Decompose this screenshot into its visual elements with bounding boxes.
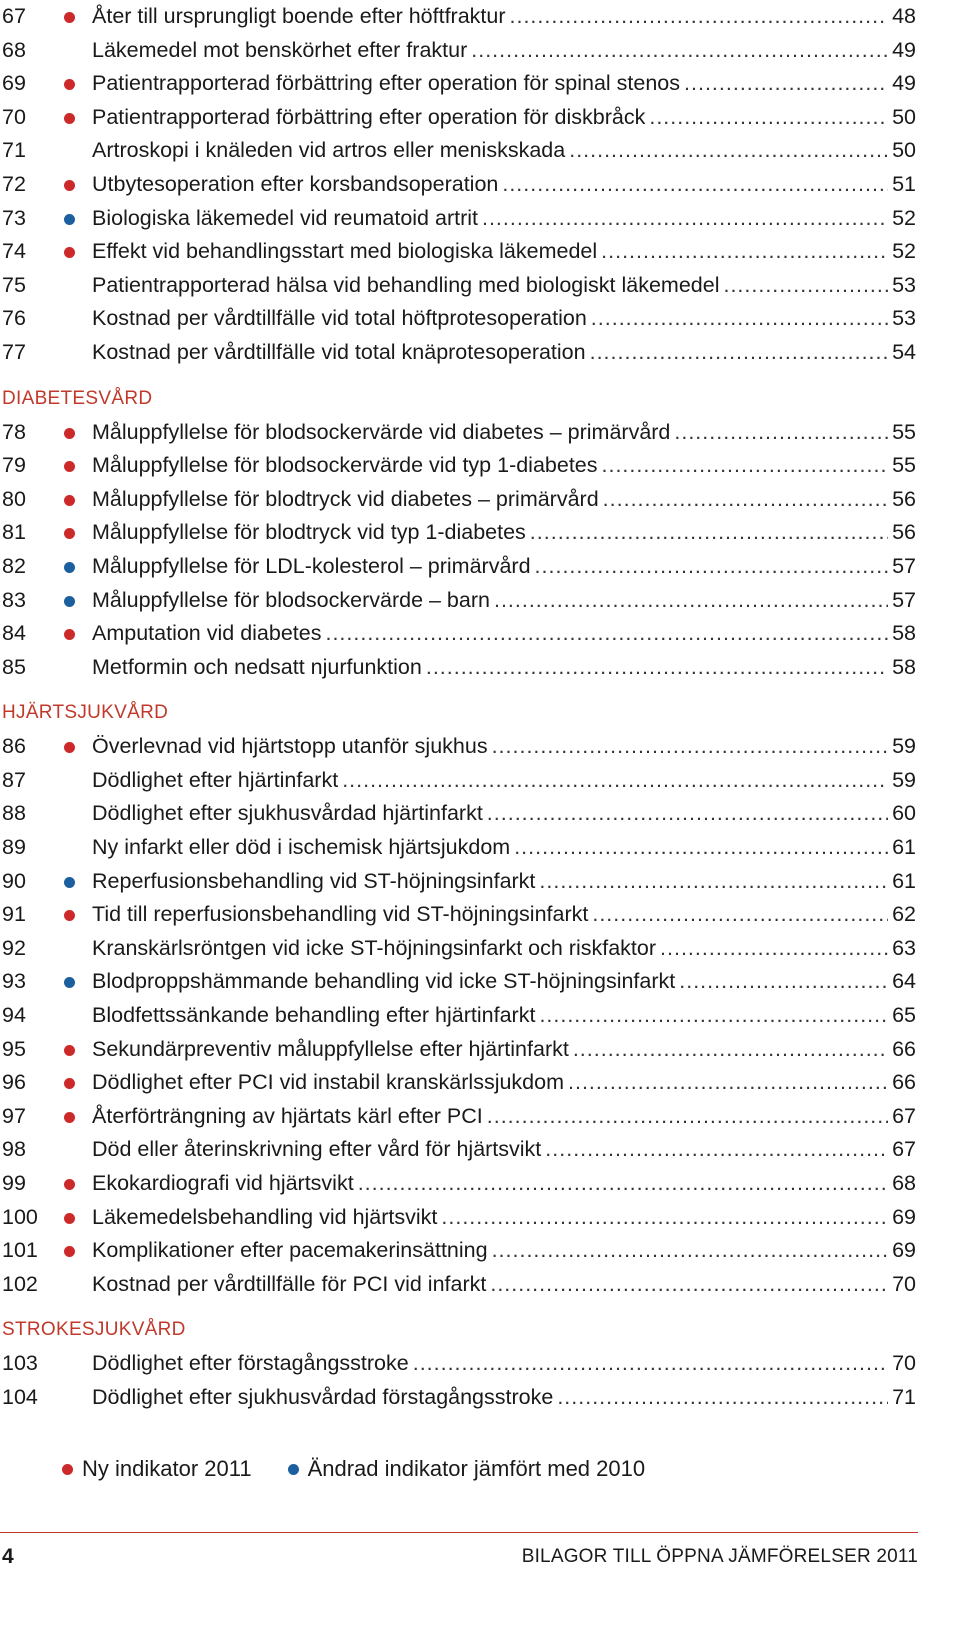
- page-ref: 61: [892, 868, 916, 893]
- entry-line: [92, 831, 916, 865]
- new-indicator-dot-icon: [64, 742, 75, 753]
- page-ref: 48: [892, 4, 916, 28]
- indicator-number: 97: [2, 1103, 26, 1128]
- dot-leader: [573, 1033, 888, 1067]
- dot-leader: [502, 168, 888, 202]
- dot-leader: [545, 1133, 888, 1167]
- toc-entry[interactable]: [0, 831, 918, 865]
- changed-indicator-dot-icon: [64, 214, 75, 225]
- dot-leader: [660, 932, 888, 966]
- entry-title: Utbytesoperation efter korsbandsoperation: [92, 171, 499, 196]
- dot-leader: [490, 1268, 888, 1302]
- dot-leader: [535, 550, 889, 584]
- toc-entry[interactable]: [0, 269, 918, 303]
- entry-title: Läkemedel mot benskörhet efter fraktur: [92, 37, 468, 62]
- indicator-number: 102: [2, 1271, 38, 1296]
- entry-title: Sekundärpreventiv måluppfyllelse efter hjärtinfarkt: [92, 1036, 569, 1061]
- red-dot-icon: [62, 1464, 73, 1475]
- entry-title: Dödlighet efter sjukhusvårdad förstagångsstroke: [92, 1384, 554, 1409]
- toc-entry[interactable]: [0, 1268, 918, 1302]
- entry-title: Artroskopi i knäleden vid artros eller meniskskada: [92, 138, 566, 163]
- toc-entry[interactable]: [0, 235, 918, 269]
- page-ref: 50: [892, 138, 916, 163]
- entry-line: [92, 1133, 916, 1167]
- dot-leader: [494, 584, 888, 618]
- toc-entry[interactable]: [0, 416, 918, 450]
- dot-leader: [482, 202, 888, 236]
- page-ref: 56: [892, 520, 916, 545]
- dot-leader: [487, 1100, 888, 1134]
- indicator-number: 91: [2, 902, 26, 927]
- entry-line: [92, 1167, 916, 1201]
- toc-entry[interactable]: [0, 67, 918, 101]
- entry-line: [92, 1066, 916, 1100]
- entry-line: [92, 516, 916, 550]
- new-indicator-dot-icon: [64, 247, 75, 258]
- dot-leader: [649, 101, 888, 135]
- indicator-number: 68: [2, 37, 26, 62]
- indicator-number: 99: [2, 1171, 26, 1195]
- entry-line: [92, 416, 916, 450]
- entry-line: [92, 797, 916, 831]
- indicator-number: 81: [2, 520, 26, 545]
- dot-leader: [471, 34, 888, 68]
- page-ref: 67: [892, 1103, 916, 1128]
- page-ref: 66: [892, 1070, 916, 1095]
- new-indicator-dot-icon: [64, 1045, 75, 1056]
- legend-label-new: Ny indikator 2011: [82, 1456, 252, 1481]
- indicator-number: 92: [2, 935, 26, 960]
- entry-title: Komplikationer efter pacemakerinsättning: [92, 1238, 488, 1263]
- page-ref: 55: [892, 453, 916, 478]
- page-ref: 67: [892, 1137, 916, 1162]
- indicator-number: 69: [2, 71, 26, 96]
- entry-line: [92, 651, 916, 685]
- toc-entry[interactable]: [0, 1347, 918, 1381]
- page-ref: 64: [892, 969, 916, 994]
- entry-line: [92, 483, 916, 517]
- entry-line: [92, 34, 916, 68]
- indicator-number: 71: [2, 138, 26, 163]
- indicator-number: 95: [2, 1036, 26, 1061]
- new-indicator-dot-icon: [64, 910, 75, 921]
- toc-entry[interactable]: [0, 336, 918, 370]
- toc-entry[interactable]: [0, 651, 918, 685]
- new-indicator-dot-icon: [64, 1078, 75, 1089]
- entry-title: Åter till ursprungligt boende efter höftfraktur: [92, 4, 506, 28]
- entry-line: [92, 0, 916, 34]
- new-indicator-dot-icon: [64, 12, 75, 23]
- indicator-number: 76: [2, 306, 26, 331]
- entry-line: [92, 302, 916, 336]
- toc-entry[interactable]: [0, 1234, 918, 1268]
- page-ref: 52: [892, 239, 916, 264]
- indicator-number: 74: [2, 239, 26, 264]
- page-ref: 70: [892, 1351, 916, 1376]
- indicator-number: 93: [2, 969, 26, 994]
- entry-title: Kranskärlsröntgen vid icke ST-höjningsinfarkt och riskfaktor: [92, 935, 657, 960]
- entry-title: Reperfusionsbehandling vid ST-höjningsinfarkt: [92, 868, 536, 893]
- toc-entry[interactable]: [0, 1133, 918, 1167]
- toc-entry[interactable]: [0, 168, 918, 202]
- toc-entry[interactable]: [0, 134, 918, 168]
- entry-title: Måluppfyllelse för blodsockervärde vid diabetes – primärvård: [92, 419, 671, 444]
- entry-title: Dödlighet efter PCI vid instabil kranskärlssjukdom: [92, 1070, 565, 1095]
- indicator-number: 96: [2, 1070, 26, 1095]
- toc-entry[interactable]: [0, 202, 918, 236]
- dot-leader: [530, 516, 888, 550]
- footer-divider: [0, 1532, 918, 1533]
- entry-title: Återförträngning av hjärtats kärl efter PCI: [92, 1103, 483, 1128]
- entry-title: Tid till reperfusionsbehandling vid ST-höjningsinfarkt: [92, 902, 589, 927]
- dot-leader: [679, 965, 888, 999]
- entry-title: Måluppfyllelse för LDL-kolesterol – primärvård: [92, 553, 531, 578]
- entry-title: Måluppfyllelse för blodtryck vid typ 1-diabetes: [92, 520, 526, 545]
- indicator-number: 82: [2, 553, 26, 578]
- toc-entry[interactable]: [0, 999, 918, 1033]
- toc-entry[interactable]: [0, 516, 918, 550]
- dot-leader: [539, 865, 888, 899]
- indicator-number: 72: [2, 171, 26, 196]
- page-ref: 52: [892, 205, 916, 230]
- entry-title: Dödlighet efter sjukhusvårdad hjärtinfarkt: [92, 801, 483, 826]
- indicator-number: 73: [2, 205, 26, 230]
- dot-leader: [426, 651, 888, 685]
- section-heading: HJÄRTSJUKVÅRD: [2, 702, 169, 724]
- toc-entry[interactable]: [0, 797, 918, 831]
- page-ref: 53: [892, 272, 916, 297]
- dot-leader: [492, 730, 889, 764]
- toc-entry[interactable]: [0, 898, 918, 932]
- dot-leader: [413, 1347, 888, 1381]
- indicator-number: 67: [2, 4, 26, 28]
- page-ref: 61: [892, 835, 916, 860]
- entry-title: Dödlighet efter förstagångsstroke: [92, 1351, 409, 1376]
- entry-line: [92, 550, 916, 584]
- entry-line: [92, 865, 916, 899]
- indicator-number: 101: [2, 1238, 38, 1263]
- entry-line: [92, 202, 916, 236]
- entry-line: [92, 1100, 916, 1134]
- page-ref: 62: [892, 902, 916, 927]
- dot-leader: [492, 1234, 889, 1268]
- toc-entry[interactable]: [0, 932, 918, 966]
- entry-title: Kostnad per vårdtillfälle för PCI vid infarkt: [92, 1271, 487, 1296]
- dot-leader: [539, 999, 888, 1033]
- new-indicator-dot-icon: [64, 79, 75, 90]
- dot-leader: [684, 67, 888, 101]
- dot-leader: [342, 764, 888, 798]
- dot-leader: [591, 302, 888, 336]
- page-ref: 71: [892, 1384, 916, 1409]
- page-ref: 51: [892, 171, 916, 196]
- new-indicator-dot-icon: [64, 528, 75, 539]
- section-heading: DIABETESVÅRD: [2, 387, 153, 409]
- indicator-number: 77: [2, 339, 26, 364]
- indicator-number: 75: [2, 272, 26, 297]
- legend-label-changed: Ändrad indikator jämfört med 2010: [307, 1456, 646, 1481]
- entry-title: Patientrapporterad förbättring efter operation för spinal stenos: [92, 71, 681, 96]
- new-indicator-dot-icon: [64, 1213, 75, 1224]
- entry-line: [92, 764, 916, 798]
- indicator-number: 79: [2, 453, 26, 478]
- page-ref: 60: [892, 801, 916, 826]
- dot-leader: [441, 1201, 888, 1235]
- page-ref: 55: [892, 419, 916, 444]
- dot-leader: [601, 235, 888, 269]
- legend-item-new: [62, 1456, 252, 1482]
- toc-entry[interactable]: [0, 730, 918, 764]
- page-ref: 59: [892, 767, 916, 792]
- toc-entry[interactable]: [0, 1201, 918, 1235]
- indicator-number: 83: [2, 587, 26, 612]
- entry-title: Läkemedelsbehandling vid hjärtsvikt: [92, 1204, 438, 1229]
- entry-line: [92, 1347, 916, 1381]
- toc-entry[interactable]: [0, 865, 918, 899]
- new-indicator-dot-icon: [64, 1112, 75, 1123]
- entry-title: Patientrapporterad förbättring efter operation för diskbråck: [92, 104, 646, 129]
- entry-line: [92, 999, 916, 1033]
- indicator-number: 94: [2, 1003, 26, 1028]
- indicator-number: 70: [2, 104, 26, 129]
- page-ref: 58: [892, 621, 916, 646]
- blue-dot-icon: [288, 1464, 299, 1475]
- entry-line: [92, 1201, 916, 1235]
- dot-leader: [590, 336, 888, 370]
- page-ref: 57: [892, 587, 916, 612]
- page-ref: 49: [892, 71, 916, 96]
- entry-line: [92, 67, 916, 101]
- entry-title: Måluppfyllelse för blodsockervärde – barn: [92, 587, 490, 612]
- changed-indicator-dot-icon: [64, 562, 75, 573]
- section-heading: STROKESJUKVÅRD: [2, 1319, 186, 1341]
- indicator-number: 80: [2, 486, 26, 511]
- dot-leader: [514, 831, 888, 865]
- page-ref: 57: [892, 553, 916, 578]
- indicator-number: 78: [2, 419, 26, 444]
- new-indicator-dot-icon: [64, 495, 75, 506]
- changed-indicator-dot-icon: [64, 977, 75, 988]
- entry-title: Blodproppshämmande behandling vid icke ST-höjningsinfarkt: [92, 969, 676, 994]
- indicator-number: 86: [2, 734, 26, 759]
- entry-title: Ny infarkt eller död i ischemisk hjärtsjukdom: [92, 835, 511, 860]
- dot-leader: [568, 1066, 888, 1100]
- toc-entry[interactable]: [0, 449, 918, 483]
- entry-line: [92, 898, 916, 932]
- toc-entry[interactable]: [0, 1066, 918, 1100]
- entry-line: [92, 730, 916, 764]
- dot-leader: [592, 898, 888, 932]
- dot-leader: [603, 483, 888, 517]
- page-ref: 70: [892, 1271, 916, 1296]
- indicator-number: 87: [2, 767, 26, 792]
- entry-title: Metformin och nedsatt njurfunktion: [92, 654, 422, 679]
- toc-entry[interactable]: [0, 764, 918, 798]
- entry-title: Kostnad per vårdtillfälle vid total knäprotesoperation: [92, 339, 586, 364]
- entry-title: Patientrapporterad hälsa vid behandling med biologiskt läkemedel: [92, 272, 720, 297]
- entry-title: Död eller återinskrivning efter vård för hjärtsvikt: [92, 1137, 542, 1162]
- page-ref: 58: [892, 654, 916, 679]
- page-ref: 66: [892, 1036, 916, 1061]
- entry-line: [92, 584, 916, 618]
- changed-indicator-dot-icon: [64, 877, 75, 888]
- toc-entry[interactable]: [0, 550, 918, 584]
- entry-line: [92, 134, 916, 168]
- toc-entry[interactable]: [0, 34, 918, 68]
- toc-entry[interactable]: [0, 1381, 918, 1415]
- page-ref: 54: [892, 339, 916, 364]
- changed-indicator-dot-icon: [64, 596, 75, 607]
- toc-entry[interactable]: [0, 302, 918, 336]
- indicator-number: 84: [2, 621, 26, 646]
- dot-leader: [723, 269, 888, 303]
- legend: [62, 1456, 681, 1482]
- page-ref: 49: [892, 37, 916, 62]
- toc-entry[interactable]: [0, 617, 918, 651]
- toc-entry[interactable]: [0, 1167, 918, 1201]
- entry-line: [92, 101, 916, 135]
- page-ref: 50: [892, 104, 916, 129]
- page-ref: 69: [892, 1238, 916, 1263]
- toc-entry[interactable]: [0, 483, 918, 517]
- entry-title: Måluppfyllelse för blodsockervärde vid typ 1-diabetes: [92, 453, 598, 478]
- indicator-number: 85: [2, 654, 26, 679]
- new-indicator-dot-icon: [64, 180, 75, 191]
- page-ref: 69: [892, 1204, 916, 1229]
- entry-title: Effekt vid behandlingsstart med biologiska läkemedel: [92, 239, 598, 264]
- entry-line: [92, 235, 916, 269]
- page-ref: 65: [892, 1003, 916, 1028]
- indicator-number: 90: [2, 868, 26, 893]
- toc-entry[interactable]: [0, 1100, 918, 1134]
- entry-line: [92, 932, 916, 966]
- entry-line: [92, 269, 916, 303]
- entry-title: Dödlighet efter hjärtinfarkt: [92, 767, 339, 792]
- entry-line: [92, 1268, 916, 1302]
- toc-entry[interactable]: [0, 0, 918, 34]
- indicator-number: 88: [2, 801, 26, 826]
- new-indicator-dot-icon: [64, 1246, 75, 1257]
- indicator-number: 98: [2, 1137, 26, 1162]
- dot-leader: [487, 797, 888, 831]
- entry-title: Amputation vid diabetes: [92, 621, 322, 646]
- new-indicator-dot-icon: [64, 461, 75, 472]
- legend-item-changed: [288, 1456, 646, 1482]
- entry-title: Blodfettssänkande behandling efter hjärtinfarkt: [92, 1003, 536, 1028]
- entry-line: [92, 336, 916, 370]
- page-ref: 63: [892, 935, 916, 960]
- dot-leader: [510, 0, 889, 34]
- entry-line: [92, 168, 916, 202]
- dot-leader: [569, 134, 888, 168]
- page-number: 4: [2, 1545, 14, 1568]
- entry-title: Kostnad per vårdtillfälle vid total höftprotesoperation: [92, 306, 587, 331]
- indicator-number: 104: [2, 1384, 38, 1409]
- dot-leader: [602, 449, 889, 483]
- entry-line: [92, 965, 916, 999]
- new-indicator-dot-icon: [64, 428, 75, 439]
- toc-entry[interactable]: [0, 965, 918, 999]
- indicator-number: 103: [2, 1351, 38, 1376]
- dot-leader: [557, 1381, 888, 1415]
- dot-leader: [674, 416, 888, 450]
- new-indicator-dot-icon: [64, 113, 75, 124]
- page-ref: 53: [892, 306, 916, 331]
- entry-line: [92, 449, 916, 483]
- page-ref: 59: [892, 734, 916, 759]
- dot-leader: [358, 1167, 888, 1201]
- toc-entry[interactable]: [0, 101, 918, 135]
- toc-entry[interactable]: [0, 1033, 918, 1067]
- entry-line: [92, 617, 916, 651]
- dot-leader: [325, 617, 888, 651]
- indicator-number: 89: [2, 835, 26, 860]
- entry-line: [92, 1234, 916, 1268]
- new-indicator-dot-icon: [64, 1179, 75, 1190]
- new-indicator-dot-icon: [64, 629, 75, 640]
- page-ref: 56: [892, 486, 916, 511]
- indicator-number: 100: [2, 1204, 38, 1229]
- entry-line: [92, 1381, 916, 1415]
- page-ref: 68: [892, 1171, 916, 1195]
- entry-line: [92, 1033, 916, 1067]
- toc-entry[interactable]: [0, 584, 918, 618]
- footer-title: BILAGOR TILL ÖPPNA JÄMFÖRELSER 2011: [521, 1546, 918, 1567]
- entry-title: Ekokardiografi vid hjärtsvikt: [92, 1171, 354, 1195]
- entry-title: Biologiska läkemedel vid reumatoid artrit: [92, 205, 478, 230]
- entry-title: Överlevnad vid hjärtstopp utanför sjukhus: [92, 734, 488, 759]
- entry-title: Måluppfyllelse för blodtryck vid diabetes – primärvård: [92, 486, 599, 511]
